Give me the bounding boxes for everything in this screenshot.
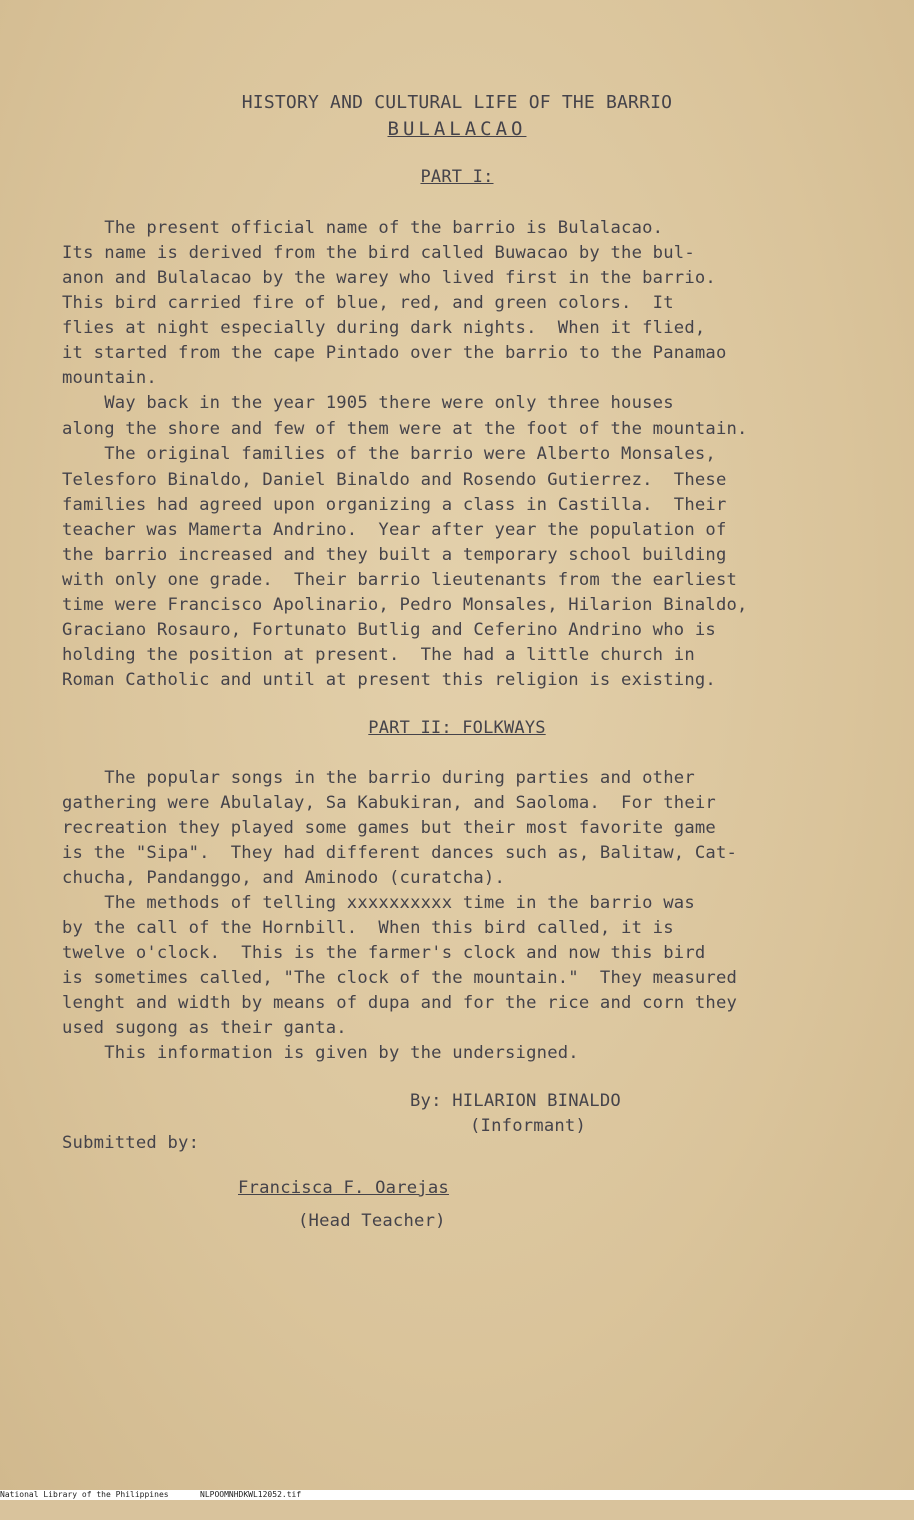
text-line: recreation they played some games but their most favorite game (62, 818, 716, 838)
text-line: teacher was Mamerta Andrino. Year after year the population of (62, 520, 727, 540)
text-line: The original families of the barrio were Alberto Monsales, (62, 444, 716, 464)
text-line: chucha, Pandanggo, and Aminodo (curatcha). (62, 868, 506, 888)
submitted-by-label: Submitted by: (62, 1133, 200, 1153)
text-line: with only one grade. Their barrio lieutenants from the earliest (62, 570, 738, 590)
text-line: flies at night especially during dark nights. When it flied, (62, 318, 706, 338)
part2-heading: PART II: FOLKWAYS (368, 718, 546, 738)
text-line: This information is given by the undersigned. (62, 1043, 579, 1063)
informant-role: (Informant) (470, 1116, 587, 1136)
text-line: twelve o'clock. This is the farmer's clock and now this bird (62, 943, 706, 963)
text-line: time were Francisco Apolinario, Pedro Monsales, Hilarion Binaldo, (62, 595, 748, 615)
teacher-signature: Francisca F. Oarejas (238, 1178, 449, 1198)
text-line: by the call of the Hornbill. When this bird called, it is (62, 918, 674, 938)
text-line: Graciano Rosauro, Fortunato Butlig and Ceferino Andrino who is (62, 620, 716, 640)
text-line: is sometimes called, "The clock of the mountain." They measured (62, 968, 738, 988)
text-line: mountain. (62, 368, 157, 388)
document-title: HISTORY AND CULTURAL LIFE OF THE BARRIO (241, 92, 673, 113)
text-line: is the "Sipa". They had different dances such as, Balitaw, Cat- (62, 843, 738, 863)
text-line: The popular songs in the barrio during parties and other (62, 768, 695, 788)
footer-file: NLPOOMNHDKWL12052.tif (200, 1490, 302, 1499)
part1-heading: PART I: (420, 167, 494, 187)
text-line: used sugong as their ganta. (62, 1018, 347, 1038)
text-line: This bird carried fire of blue, red, and green colors. It (62, 293, 674, 313)
footer-library: National Library of the Philippines (0, 1490, 169, 1499)
text-line: anon and Bulalacao by the warey who lived first in the barrio. (62, 268, 716, 288)
text-line: The present official name of the barrio is Bulalacao. (62, 218, 664, 238)
text-line: it started from the cape Pintado over the barrio to the Panamao (62, 343, 727, 363)
text-line: families had agreed upon organizing a class in Castilla. Their (62, 495, 727, 515)
teacher-role: (Head Teacher) (298, 1211, 446, 1231)
scan-footer (0, 1490, 914, 1500)
text-line: lenght and width by means of dupa and for the rice and corn they (62, 993, 738, 1013)
document-subtitle: BULALACAO (387, 118, 527, 140)
informant-signature: By: HILARION BINALDO (410, 1091, 621, 1111)
text-line: Way back in the year 1905 there were only three houses (62, 393, 674, 413)
text-line: The methods of telling xxxxxxxxxx time in the barrio was (62, 893, 695, 913)
text-line: the barrio increased and they built a temporary school building (62, 545, 727, 565)
text-line: holding the position at present. The had a little church in (62, 645, 695, 665)
text-line: along the shore and few of them were at the foot of the mountain. (62, 419, 748, 439)
text-line: Telesforo Binaldo, Daniel Binaldo and Rosendo Gutierrez. These (62, 470, 727, 490)
text-line: Roman Catholic and until at present this religion is existing. (62, 670, 716, 690)
text-line: gathering were Abulalay, Sa Kabukiran, and Saoloma. For their (62, 793, 716, 813)
text-line: Its name is derived from the bird called Buwacao by the bul- (62, 243, 695, 263)
